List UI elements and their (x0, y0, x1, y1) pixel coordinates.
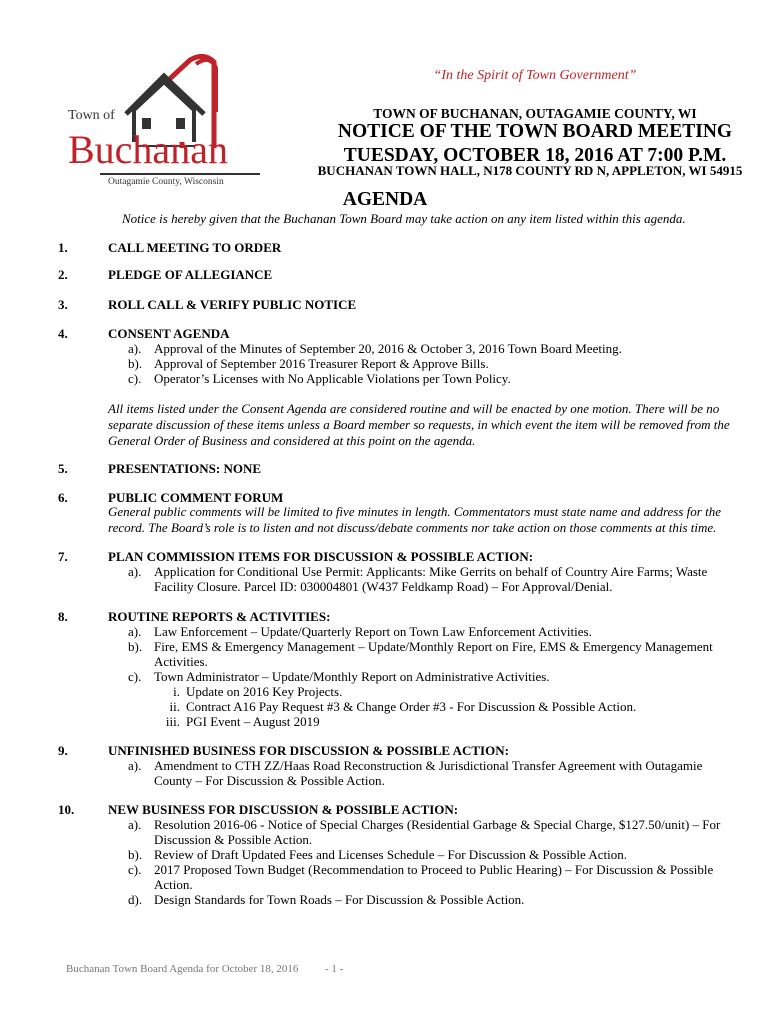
notice-text: Notice is hereby given that the Buchanan Town Board may take action on any item listed within this agenda. (122, 211, 686, 226)
item-title: PLAN COMMISSION ITEMS FOR DISCUSSION & POSSIBLE ACTION: (108, 549, 534, 564)
sub-item-line: Action. (154, 877, 193, 892)
sub-item-text (154, 862, 713, 892)
logo-underline (100, 173, 260, 175)
sub-item-label: a). (128, 817, 142, 832)
public-comment-note (108, 504, 728, 536)
item-number: 4. (58, 326, 68, 341)
item-number: 7. (58, 549, 68, 564)
item-number: 6. (58, 490, 68, 505)
agenda-heading: AGENDA (342, 189, 428, 210)
sub-item-line: Amendment to CTH ZZ/Haas Road Reconstruction & Jurisdictional Transfer Agreement with Outagamie (154, 758, 703, 773)
footer-document-title: Buchanan Town Board Agenda for October 18, 2016 (66, 963, 299, 975)
sub-item-line: Activities. (154, 654, 208, 669)
sub-item-line: Discussion & Possible Action. (154, 832, 313, 847)
meeting-title (300, 120, 770, 168)
meeting-date-time: TUESDAY, OCTOBER 18, 2016 AT 7:00 P.M. (343, 145, 727, 166)
sub-item-label: b). (128, 639, 143, 654)
item-title: PUBLIC COMMENT FORUM (108, 490, 284, 505)
meeting-title-line1: NOTICE OF THE TOWN BOARD MEETING (337, 121, 733, 142)
sub-item-text: Design Standards for Town Roads – For Discussion & Possible Action. (154, 892, 525, 907)
item-number: 9. (58, 743, 68, 758)
sub-item-text: Approval of the Minutes of September 20, 2016 & October 3, 2016 Town Board Meeting. (154, 341, 622, 356)
sub-item-label: a). (128, 341, 142, 356)
note-line: record. The Board’s role is to listen and not discuss/debate comments nor take action on those comments at this time. (108, 520, 717, 535)
consent-agenda-note (108, 401, 728, 449)
item-number: 3. (58, 297, 68, 312)
sub-item-label: c). (128, 669, 142, 684)
sub-item-label: d). (128, 892, 143, 907)
item-title: NEW BUSINESS FOR DISCUSSION & POSSIBLE ACTION: (108, 802, 459, 817)
item-title: PLEDGE OF ALLEGIANCE (108, 267, 273, 282)
note-line: General Order of Business and considered at this point on the agenda. (108, 433, 476, 448)
item-title: CONSENT AGENDA (108, 326, 230, 341)
sub-item-label: b). (128, 847, 143, 862)
note-line: separate discussion of these items unless a Board member so requests, in which event the item will be removed from the (108, 417, 730, 432)
sub-item-text: Approval of September 2016 Treasurer Report & Approve Bills. (154, 356, 489, 371)
sub-item-text: Operator’s Licenses with No Applicable Violations per Town Policy. (154, 371, 511, 386)
roman-text: PGI Event – August 2019 (186, 714, 320, 729)
item-number: 1. (58, 240, 68, 255)
item-title: PRESENTATIONS: NONE (108, 461, 262, 476)
note-line: General public comments will be limited to five minutes in length. Commentators must state name and address for the (108, 504, 721, 519)
roman-label: iii. (165, 714, 180, 729)
sub-item-text (154, 817, 720, 847)
sub-item-label: a). (128, 624, 142, 639)
logo-subtitle: Outagamie County, Wisconsin (108, 177, 224, 187)
roman-label: ii. (169, 699, 180, 714)
sub-item-line: Application for Conditional Use Permit: Applicants: Mike Gerrits on behalf of Country Aire Farms; Waste (154, 564, 708, 579)
sub-item-line: Fire, EMS & Emergency Management – Update/Monthly Report on Fire, EMS & Emergency Management (154, 639, 713, 654)
item-title: UNFINISHED BUSINESS FOR DISCUSSION & POSSIBLE ACTION: (108, 743, 509, 758)
sub-item-text (154, 639, 713, 669)
sub-item-label: c). (128, 371, 142, 386)
logo-name: Buchanan (68, 127, 228, 172)
sub-item-line: Resolution 2016-06 - Notice of Special Charges (Residential Garbage & Special Charge, $127.50/unit) – For (154, 817, 721, 832)
sub-item-line: Facility Closure. Parcel ID: 030004801 (W437 Feldkamp Road) – For Approval/Denial. (154, 579, 613, 594)
roman-text: Contract A16 Pay Request #3 & Change Order #3 - For Discussion & Possible Action. (186, 699, 637, 714)
note-line: All items listed under the Consent Agenda are considered routine and will be enacted by one motion. There will be no (108, 401, 720, 416)
sub-item-label: b). (128, 356, 143, 371)
roman-text: Update on 2016 Key Projects. (186, 684, 343, 699)
logo-town-of: Town of (68, 108, 115, 123)
item-number: 2. (58, 267, 68, 282)
item-number: 8. (58, 609, 68, 624)
sub-item-label: a). (128, 758, 142, 773)
roman-label: i. (173, 684, 180, 699)
item-title: CALL MEETING TO ORDER (108, 240, 282, 255)
meeting-address: BUCHANAN TOWN HALL, N178 COUNTY RD N, APPLETON, WI 54915 (317, 163, 743, 178)
sub-item-text: Law Enforcement – Update/Quarterly Report on Town Law Enforcement Activities. (154, 624, 592, 639)
town-county-heading: TOWN OF BUCHANAN, OUTAGAMIE COUNTY, WI (373, 106, 697, 121)
sub-item-text (154, 758, 702, 788)
item-number: 10. (58, 802, 75, 817)
tagline: “In the Spirit of Town Government” (433, 68, 637, 83)
sub-item-label: c). (128, 862, 142, 877)
sub-item-line: County – For Discussion & Possible Action. (154, 773, 385, 788)
item-number: 5. (58, 461, 68, 476)
sub-item-label: a). (128, 564, 142, 579)
sub-item-text: Town Administrator – Update/Monthly Report on Administrative Activities. (154, 669, 550, 684)
sub-item-line: 2017 Proposed Town Budget (Recommendation to Proceed to Public Hearing) – For Discussion & Possible (154, 862, 714, 877)
item-title: ROLL CALL & VERIFY PUBLIC NOTICE (108, 297, 357, 312)
item-title: ROUTINE REPORTS & ACTIVITIES: (108, 609, 331, 624)
sub-item-text: Review of Draft Updated Fees and Licenses Schedule – For Discussion & Possible Action. (154, 847, 627, 862)
page-number: - 1 - (325, 963, 344, 975)
sub-item-text (154, 564, 707, 594)
